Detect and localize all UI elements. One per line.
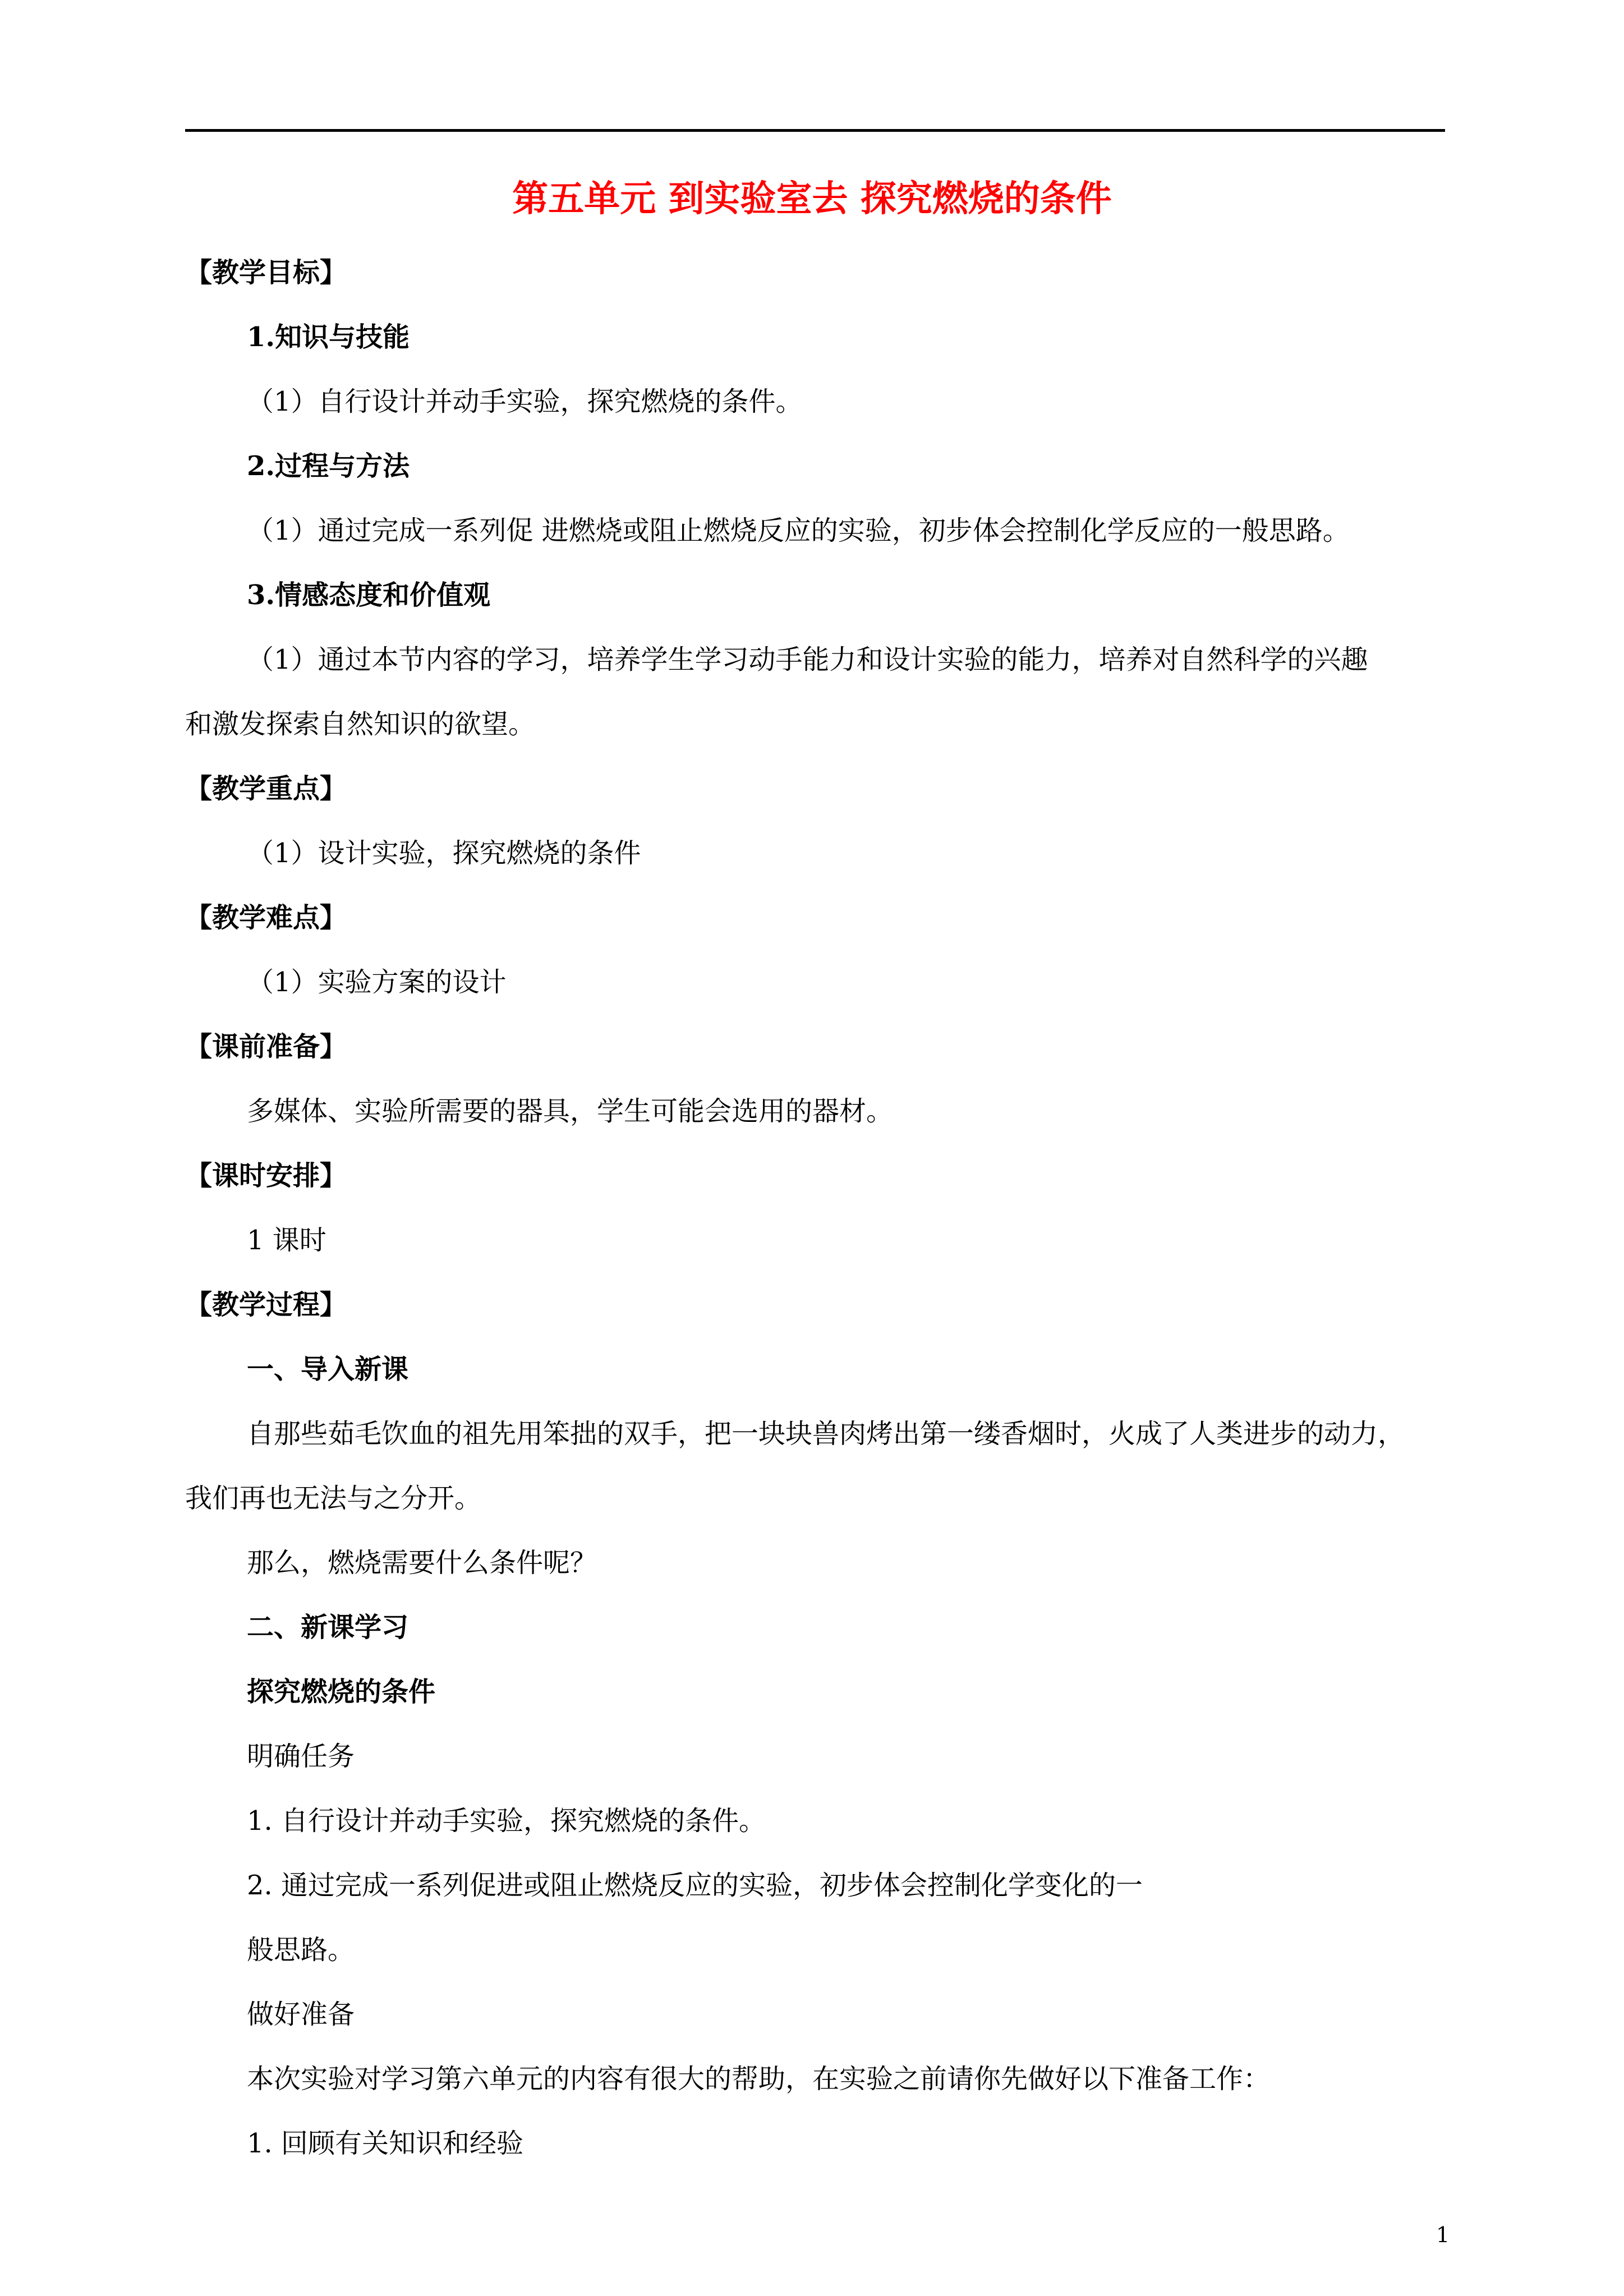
paragraph-key-1: （1）设计实验，探究燃烧的条件 xyxy=(247,838,641,869)
paragraph-intro-2: 那么，燃烧需要什么条件呢？ xyxy=(247,1547,597,1579)
section-heading-preparation: 【课前准备】 xyxy=(185,1031,347,1062)
paragraph-process-1: （1）通过完成一系列促 进燃烧或阻止燃烧反应的实验，初步体会控制化学反应的一般思路。 xyxy=(247,515,1350,546)
page-number: 1 xyxy=(1436,2223,1450,2247)
paragraph-knowledge-1: （1）自行设计并动手实验，探究燃烧的条件。 xyxy=(247,386,803,417)
paragraph-prep-1: 多媒体、实验所需要的器具，学生可能会选用的器材。 xyxy=(247,1096,894,1127)
section-heading-key-points: 【教学重点】 xyxy=(185,773,347,804)
section-heading-objectives: 【教学目标】 xyxy=(185,257,347,288)
paragraph-schedule-1: 1 课时 xyxy=(247,1225,326,1256)
paragraph-task-label: 明确任务 xyxy=(247,1741,355,1772)
paragraph-intro-1b: 我们再也无法与之分开。 xyxy=(185,1483,482,1514)
subheading-knowledge: 1.知识与技能 xyxy=(247,321,410,353)
paragraph-emotion-1b: 和激发探索自然知识的欲望。 xyxy=(185,708,536,740)
subheading-topic: 探究燃烧的条件 xyxy=(247,1676,436,1708)
subheading-intro: 一、导入新课 xyxy=(247,1354,409,1385)
subheading-emotion: 3.情感态度和价值观 xyxy=(247,579,491,611)
paragraph-prepare-label: 做好准备 xyxy=(247,1999,355,2030)
paragraph-task-2b: 般思路。 xyxy=(247,1934,355,1966)
section-heading-schedule: 【课时安排】 xyxy=(185,1160,347,1191)
paragraph-difficult-1: （1）实验方案的设计 xyxy=(247,967,507,998)
paragraph-task-1: 1. 自行设计并动手实验，探究燃烧的条件。 xyxy=(247,1805,766,1837)
section-heading-difficulties: 【教学难点】 xyxy=(185,902,347,933)
subheading-new-lesson: 二、新课学习 xyxy=(247,1612,409,1643)
paragraph-emotion-1a: （1）通过本节内容的学习，培养学生学习动手能力和设计实验的能力，培养对自然科学的兴趣 xyxy=(247,644,1368,675)
paragraph-prepare-text: 本次实验对学习第六单元的内容有很大的帮助，在实验之前请你先做好以下准备工作： xyxy=(247,2063,1271,2095)
paragraph-task-2a: 2. 通过完成一系列促进或阻止燃烧反应的实验，初步体会控制化学变化的一 xyxy=(247,1870,1143,1901)
header-rule xyxy=(185,129,1445,132)
paragraph-intro-1a: 自那些茹毛饮血的祖先用笨拙的双手，把一块块兽肉烤出第一缕香烟时，火成了人类进步的动力， xyxy=(247,1418,1405,1450)
section-heading-teaching-process: 【教学过程】 xyxy=(185,1289,347,1320)
page-title: 第五单元 到实验室去 探究燃烧的条件 xyxy=(512,178,1112,220)
paragraph-prepare-1: 1. 回顾有关知识和经验 xyxy=(247,2128,524,2159)
subheading-process: 2.过程与方法 xyxy=(247,450,410,482)
